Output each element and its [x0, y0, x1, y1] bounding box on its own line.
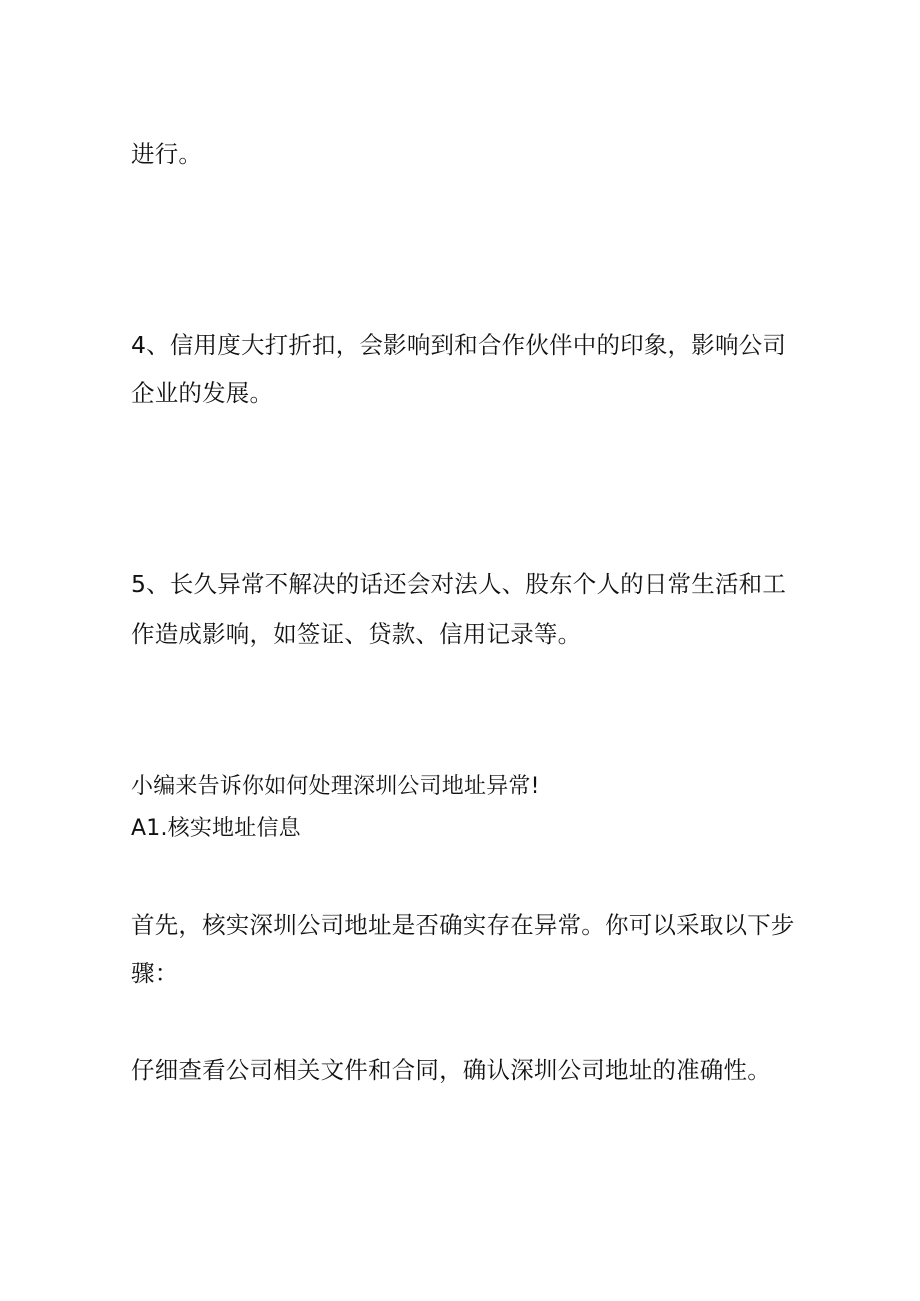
paragraph-line: 仔细查看公司相关文件和合同，确认深圳公司地址的准确性。: [131, 1056, 771, 1084]
section-intro: 小编来告诉你如何处理深圳公司地址异常!: [131, 774, 540, 799]
paragraph-line: 作造成影响，如签证、贷款、信用记录等。: [131, 620, 582, 648]
paragraph-line: 骤：: [131, 959, 179, 987]
paragraph-line: 5、长久异常不解决的话还会对法人、股东个人的日常生活和工: [131, 570, 787, 598]
paragraph-line: 首先，核实深圳公司地址是否确实存在异常。你可以采取以下步: [131, 911, 795, 939]
section-heading: A1.核实地址信息: [131, 816, 301, 841]
paragraph-line: 4、信用度大打折扣，会影响到和合作伙伴中的印象，影响公司: [131, 331, 787, 359]
paragraph-line: 企业的发展。: [131, 379, 274, 407]
paragraph-line: 进行。: [131, 140, 203, 168]
